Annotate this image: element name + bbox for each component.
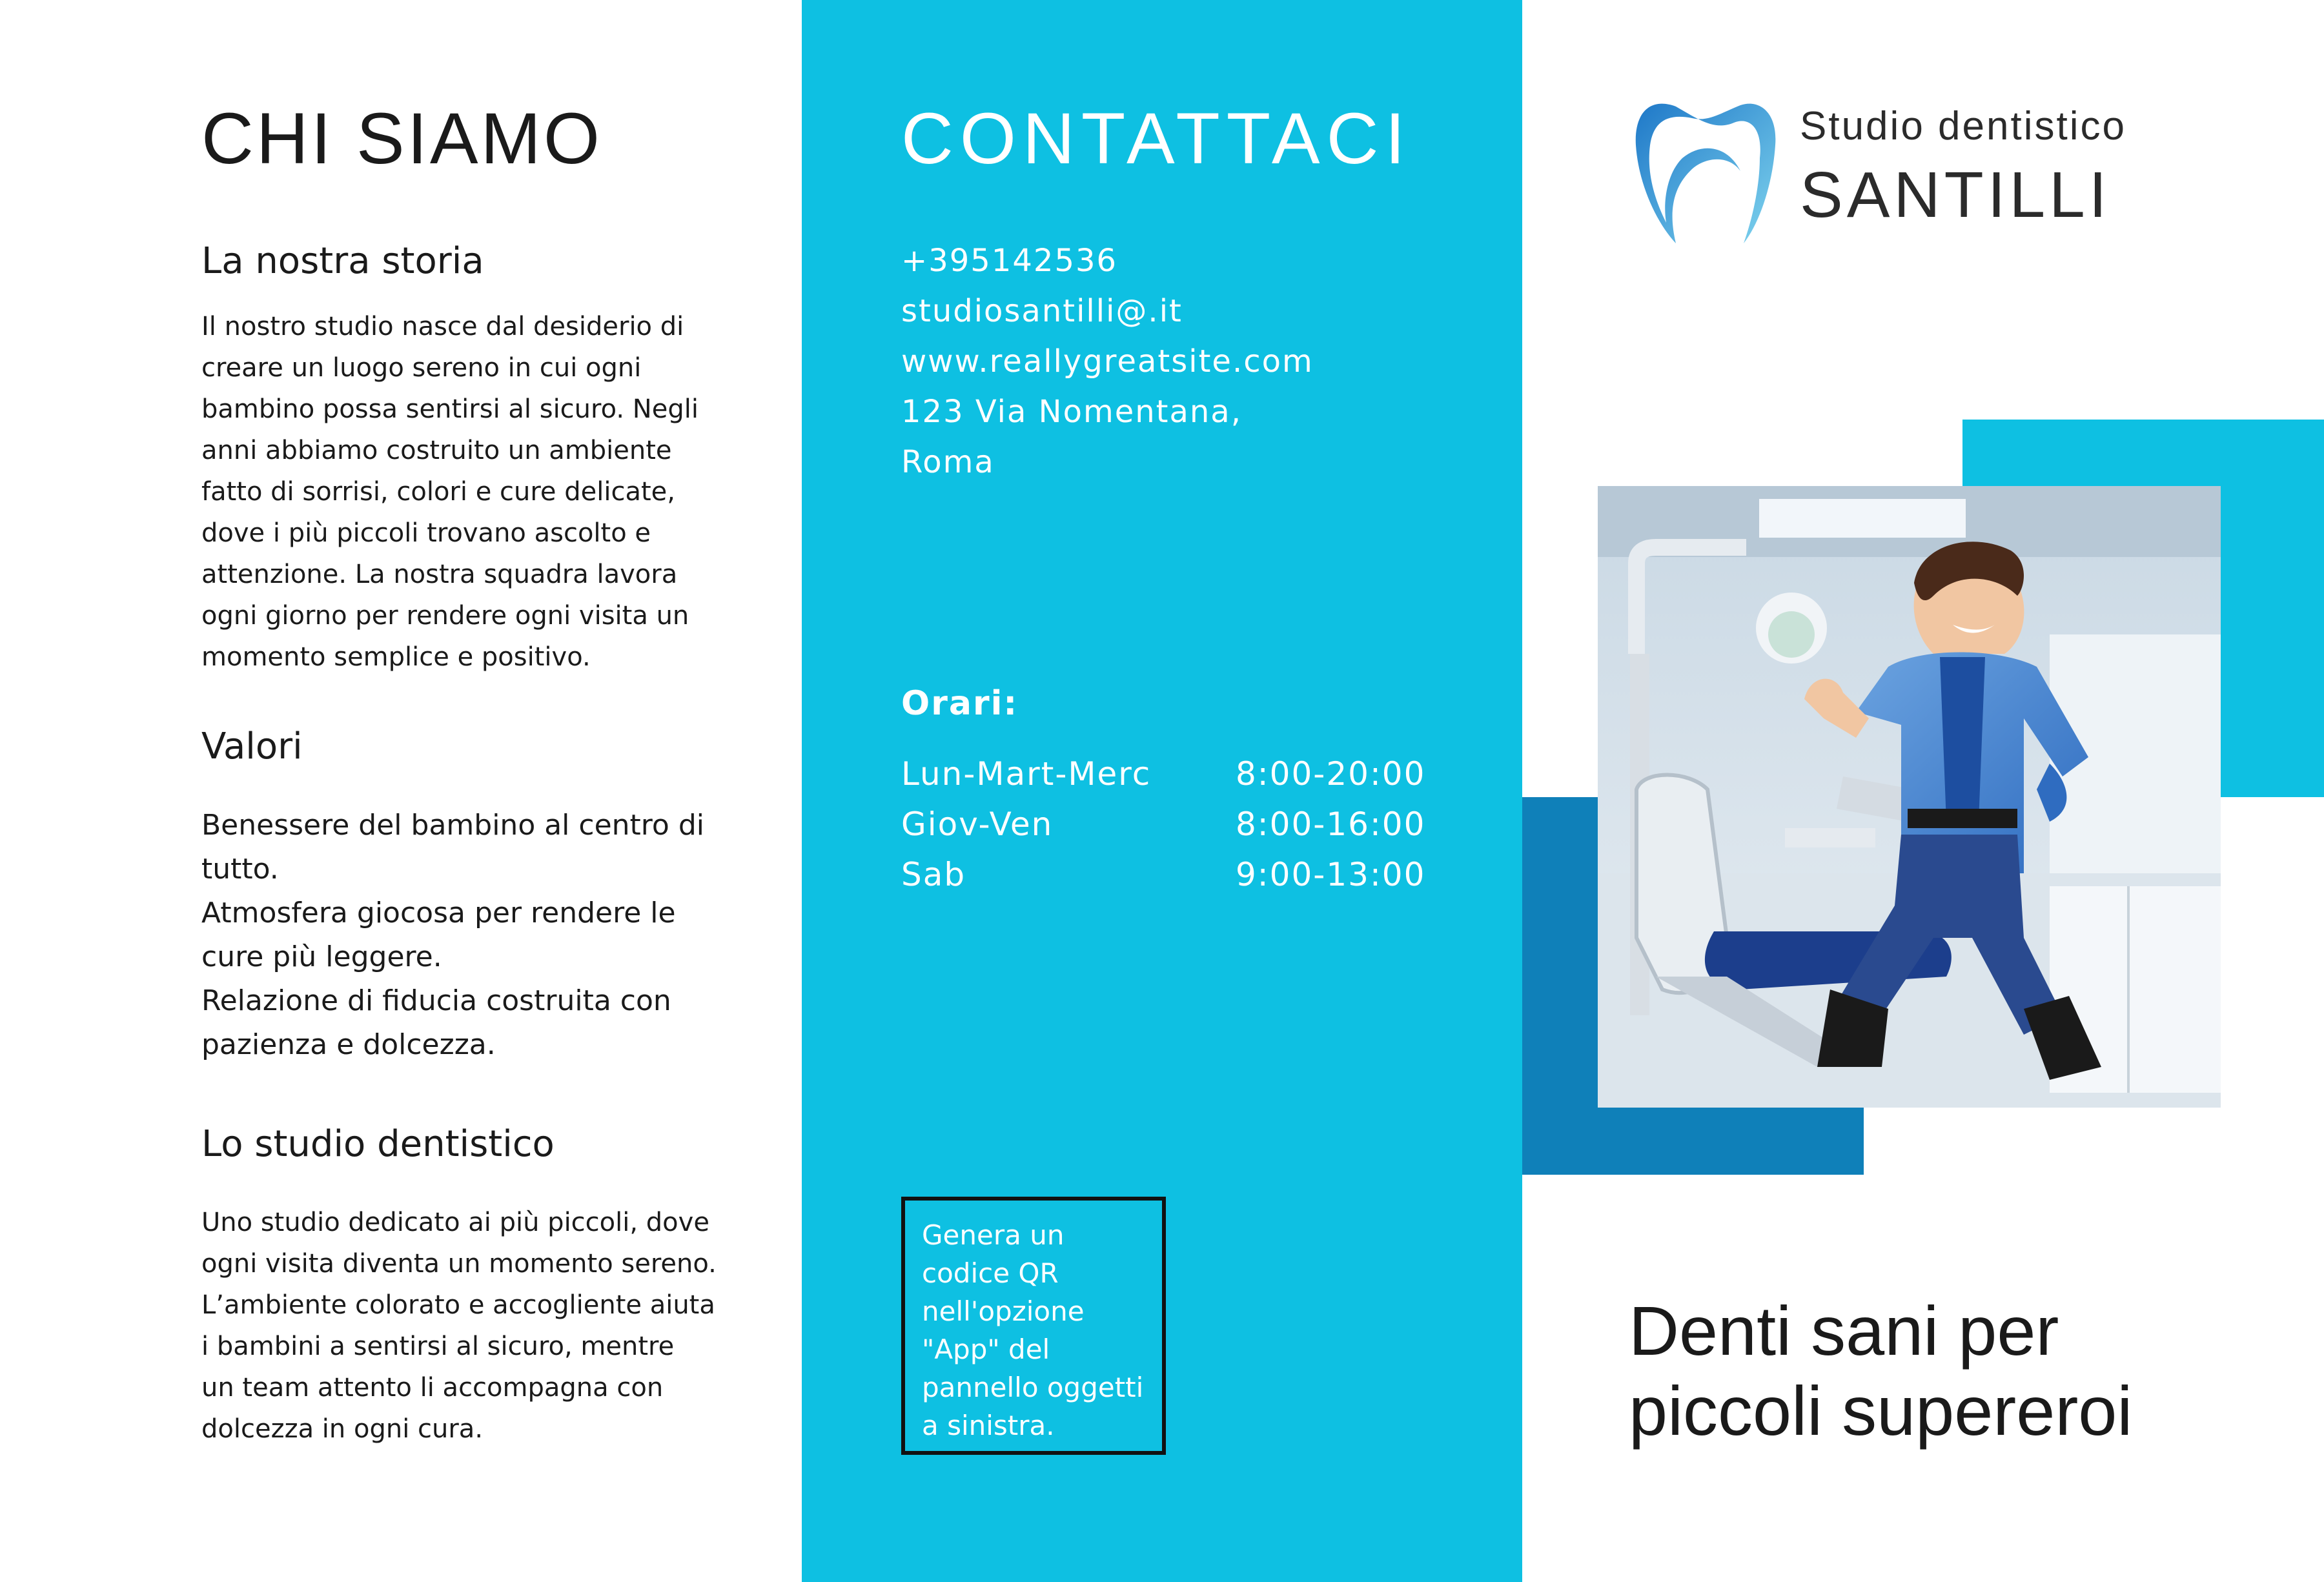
text-line: pazienza e dolcezza. [201,1028,496,1061]
brand-subtitle: Studio dentistico [1800,104,2126,148]
studio-text [201,1202,737,1450]
hours-table [901,749,1425,900]
text-line: L’ambiente colorato e accogliente aiuta [201,1290,715,1320]
hours-row [901,799,1425,849]
text-line: Benessere del bambino al centro di [201,809,704,842]
hours-day: Lun-Mart-Merc [901,755,1152,793]
phone-number[interactable]: +395142536 [901,243,1118,279]
text-line: bambino possa sentirsi al sicuro. Negli [201,394,698,424]
hours-row [901,849,1425,900]
text-line: ogni giorno per rendere ogni visita un [201,601,689,631]
studio-heading: Lo studio dentistico [201,1123,555,1165]
text-line: dolcezza in ogni cura. [201,1414,484,1444]
hours-row [901,749,1425,799]
qr-text-line: a sinistra. [922,1410,1055,1441]
text-line: cure più leggere. [201,940,442,973]
orari-title: Orari: [901,684,1019,723]
storia-text [201,306,737,678]
qr-text-line: pannello oggetti [922,1372,1144,1403]
text-line: fatto di sorrisi, colori e cure delicate, [201,477,675,507]
right-panel [1522,0,2324,1582]
left-panel [0,0,802,1582]
tagline [1629,1291,2132,1451]
text-line: dove i più piccoli trovano ascolto e [201,518,651,548]
qr-text-line: nell'opzione [922,1295,1085,1327]
text-line: momento semplice e positivo. [201,642,591,672]
address-city: Roma [901,444,995,480]
text-line: un team attento li accompagna con [201,1373,664,1403]
tagline-line: Denti sani per [1629,1292,2059,1370]
hours-day: Giov-Ven [901,806,1054,843]
qr-placeholder-box[interactable] [901,1197,1166,1455]
text-line: anni abbiamo costruito un ambiente [201,436,672,465]
valori-text [201,804,737,1067]
text-line: creare un luogo sereno in cui ogni [201,353,642,383]
hours-time: 8:00-20:00 [1236,755,1426,793]
qr-text-line: codice QR [922,1257,1059,1289]
middle-panel [802,0,1522,1582]
brand-name: SANTILLI [1800,159,2111,231]
text-line: Atmosfera giocosa per rendere le [201,897,676,929]
hours-time: 8:00-16:00 [1236,806,1426,843]
website-link[interactable]: www.reallygreatsite.com [901,343,1314,380]
hours-day: Sab [901,856,966,893]
storia-heading: La nostra storia [201,240,484,282]
text-line: Il nostro studio nasce dal desiderio di [201,312,684,341]
text-line: ogni visita diventa un momento sereno. [201,1249,717,1279]
tooth-icon [1631,94,1782,248]
qr-text-line: Genera un [922,1219,1065,1251]
text-line: tutto. [201,853,279,886]
dentist-illustration [1598,486,2221,1108]
qr-text-line: "App" del [922,1334,1050,1365]
text-line: i bambini a sentirsi al sicuro, mentre [201,1332,675,1361]
text-line: Uno studio dedicato ai più piccoli, dove [201,1208,709,1237]
contattaci-title: CONTATTACI [901,98,1412,179]
address-line: 123 Via Nomentana, [901,394,1242,430]
email-address[interactable]: studiosantilli@.it [901,293,1183,329]
tagline-line: piccoli supereroi [1629,1372,2133,1450]
contact-list [901,236,1314,487]
hours-time: 9:00-13:00 [1236,856,1426,893]
valori-heading: Valori [201,725,303,767]
text-line: attenzione. La nostra squadra lavora [201,560,678,589]
chi-siamo-title: CHI SIAMO [201,98,602,179]
text-line: Relazione di fiducia costruita con [201,984,671,1017]
